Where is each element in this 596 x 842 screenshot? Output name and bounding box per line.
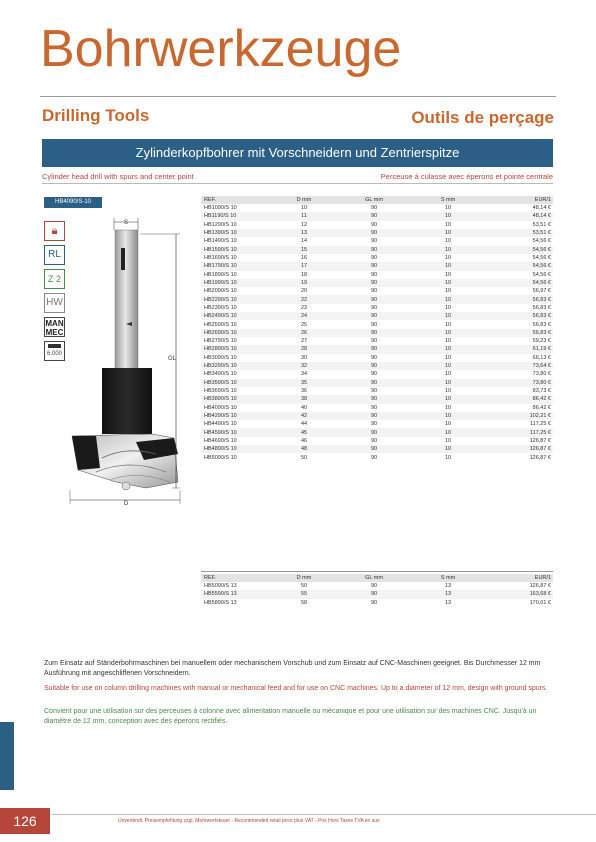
table-row bbox=[201, 387, 553, 395]
table-cell: 90 bbox=[329, 279, 419, 287]
table-cell: 90 bbox=[370, 288, 378, 295]
table-cell: 46 bbox=[300, 437, 308, 444]
rotation-right-icon: RL bbox=[44, 245, 65, 265]
table-cell: 23 bbox=[300, 304, 308, 311]
table-cell: 10 bbox=[444, 238, 452, 245]
table-cell: 10 bbox=[444, 421, 452, 428]
table-cell: 50 bbox=[300, 583, 308, 590]
table-row bbox=[201, 237, 553, 245]
table-cell: 13 bbox=[419, 590, 477, 598]
table-cell: 54,56 € bbox=[477, 279, 553, 287]
table-cell: 10 bbox=[444, 437, 452, 444]
table-cell: 10 bbox=[419, 246, 477, 254]
table-row bbox=[201, 221, 553, 229]
center-point bbox=[122, 482, 130, 490]
table-cell: 10 bbox=[444, 371, 452, 378]
table-cell: HB1390/S 10 bbox=[201, 229, 279, 237]
table-cell: 90 bbox=[370, 371, 378, 378]
table-cell: HB4290/S 10 bbox=[201, 412, 279, 420]
speed-icon bbox=[44, 341, 65, 361]
table-cell: 90 bbox=[370, 437, 378, 444]
table-cell: 90 bbox=[329, 412, 419, 420]
table-cell: 126,87 € bbox=[529, 437, 551, 444]
table-cell: HB1490/S 10 bbox=[204, 238, 237, 245]
table-row bbox=[201, 287, 553, 295]
table-cell: HB2490/S 10 bbox=[201, 312, 279, 320]
lock-icon: 🔒︎ bbox=[44, 221, 65, 241]
table-cell: 35 bbox=[279, 379, 329, 387]
table-row bbox=[201, 428, 553, 436]
table-cell: 66,13 € bbox=[532, 354, 551, 361]
table-row bbox=[201, 379, 553, 387]
table-cell: HB3590/S 10 bbox=[201, 379, 279, 387]
spec-table-body bbox=[201, 582, 553, 607]
title-divider bbox=[40, 96, 556, 97]
table-cell: 10 bbox=[444, 388, 452, 395]
table-cell: 10 bbox=[444, 354, 452, 361]
table-cell: 38 bbox=[279, 395, 329, 403]
table-cell: 102,21 € bbox=[477, 412, 553, 420]
table-cell: 86,42 € bbox=[477, 395, 553, 403]
table-cell: 26 bbox=[279, 329, 329, 337]
table-cell: 90 bbox=[329, 212, 419, 220]
table-cell: 90 bbox=[329, 229, 419, 237]
table-cell: HB2590/S 10 bbox=[204, 321, 237, 328]
table-cell: 126,87 € bbox=[477, 445, 553, 453]
table-row bbox=[201, 599, 553, 607]
table-cell: 32 bbox=[279, 362, 329, 370]
table-cell: 54,56 € bbox=[477, 246, 553, 254]
table-cell: 59,23 € bbox=[532, 338, 551, 345]
table-cell: 10 bbox=[419, 295, 477, 303]
table-cell: 19 bbox=[279, 279, 329, 287]
column-header: EUR/1 bbox=[477, 574, 553, 582]
table-cell: 163,68 € bbox=[477, 590, 553, 598]
table-divider bbox=[201, 571, 553, 572]
table-row bbox=[201, 204, 553, 212]
column-header: S mm bbox=[419, 196, 477, 204]
table-row bbox=[201, 337, 553, 345]
table-cell: 54,56 € bbox=[532, 238, 551, 245]
teeth-count-icon: Z 2 bbox=[44, 269, 65, 289]
manual-feed-label: MAN bbox=[45, 319, 64, 328]
table-cell: HB1690/S 10 bbox=[204, 255, 237, 262]
table-cell: 44 bbox=[300, 421, 308, 428]
table-cell: 56,83 € bbox=[477, 312, 553, 320]
speed-bar bbox=[48, 344, 61, 348]
table-cell: 10 bbox=[444, 288, 452, 295]
table-cell: 10 bbox=[419, 379, 477, 387]
table-cell: 56,83 € bbox=[477, 295, 553, 303]
table-cell: 53,51 € bbox=[477, 229, 553, 237]
speed-value: 6.000 bbox=[46, 351, 62, 357]
table-cell: 61,19 € bbox=[477, 345, 553, 353]
table-row bbox=[201, 445, 553, 453]
table-cell: 90 bbox=[329, 590, 419, 598]
table-row bbox=[201, 437, 553, 445]
table-cell: 83,73 € bbox=[532, 388, 551, 395]
table-cell: HB3690/S 10 bbox=[204, 388, 237, 395]
table-cell: 10 bbox=[419, 362, 477, 370]
table-cell: 10 bbox=[419, 212, 477, 220]
footer-price-note: Unverbindl. Preisempfehlung zzgl. Mehrwertsteuer - Recommended retail price plus VAT - Prix Hors Taxes TVA en sus bbox=[118, 818, 380, 824]
table-cell: 10 bbox=[444, 321, 452, 328]
table-cell: HB3090/S 10 bbox=[204, 354, 237, 361]
table-row bbox=[201, 395, 553, 403]
table-cell: 10 bbox=[444, 304, 452, 311]
page-number: 126 bbox=[0, 808, 50, 834]
table-cell: 10 bbox=[444, 221, 452, 228]
header-row bbox=[201, 196, 553, 204]
table-cell: HB4490/S 10 bbox=[204, 421, 237, 428]
table-cell: 18 bbox=[300, 271, 308, 278]
table-cell: 56,83 € bbox=[477, 329, 553, 337]
table-row bbox=[201, 412, 553, 420]
table-cell: 16 bbox=[300, 255, 308, 262]
table-row bbox=[201, 404, 553, 412]
product-code-badge: HB4090/S-10 bbox=[44, 197, 102, 208]
table-cell: 90 bbox=[329, 345, 419, 353]
table-cell: 10 bbox=[419, 279, 477, 287]
header-row bbox=[201, 574, 553, 582]
drill-shank bbox=[115, 230, 138, 370]
table-row bbox=[201, 295, 553, 303]
table-cell: 86,42 € bbox=[532, 404, 551, 411]
table-cell: 10 bbox=[300, 205, 308, 212]
description-divider bbox=[42, 183, 553, 184]
table-cell: HB2390/S 10 bbox=[204, 304, 237, 311]
table-cell: HB2690/S 10 bbox=[201, 329, 279, 337]
column-header: D mm bbox=[279, 574, 329, 582]
table-cell: HB4590/S 10 bbox=[201, 428, 279, 436]
table-cell: 10 bbox=[419, 395, 477, 403]
table-cell: 90 bbox=[329, 445, 419, 453]
table-cell: HB5890/S 13 bbox=[204, 599, 237, 606]
table-cell: 54,56 € bbox=[532, 271, 551, 278]
table-row bbox=[201, 254, 553, 262]
page-title: Bohrwerkzeuge bbox=[40, 20, 402, 78]
table-cell: HB4890/S 10 bbox=[201, 445, 279, 453]
table-cell: 90 bbox=[370, 221, 378, 228]
table-cell: 11 bbox=[279, 212, 329, 220]
spec-table-header bbox=[201, 196, 553, 204]
table-cell: 73,80 € bbox=[477, 379, 553, 387]
table-row bbox=[201, 212, 553, 220]
table-cell: 10 bbox=[419, 445, 477, 453]
gl-dimension-label: GL bbox=[167, 356, 177, 362]
table-row bbox=[201, 304, 553, 312]
column-header: REF. bbox=[201, 196, 279, 204]
table-cell: 56,83 € bbox=[532, 304, 551, 311]
table-row bbox=[201, 320, 553, 328]
table-cell: 54,56 € bbox=[477, 262, 553, 270]
table-cell: HB3890/S 10 bbox=[201, 395, 279, 403]
feed-mode-icon bbox=[44, 317, 65, 337]
table-cell: 117,25 € bbox=[477, 428, 553, 436]
table-cell: HB1890/S 10 bbox=[204, 271, 237, 278]
table-cell: 54,56 € bbox=[532, 255, 551, 262]
table-cell: HB4090/S 10 bbox=[204, 404, 237, 411]
table-row bbox=[201, 354, 553, 362]
table-cell: 48 bbox=[279, 445, 329, 453]
table-cell: 27 bbox=[300, 338, 308, 345]
table-cell: 30 bbox=[300, 354, 308, 361]
table-cell: 10 bbox=[419, 428, 477, 436]
table-cell: 13 bbox=[444, 583, 452, 590]
table-cell: HB1190/S 10 bbox=[201, 212, 279, 220]
table-cell: HB3490/S 10 bbox=[204, 371, 237, 378]
table-cell: 24 bbox=[279, 312, 329, 320]
table-cell: 36 bbox=[300, 388, 308, 395]
table-cell: 90 bbox=[370, 388, 378, 395]
table-cell: 13 bbox=[279, 229, 329, 237]
table-cell: HB1790/S 10 bbox=[201, 262, 279, 270]
drill-head bbox=[102, 368, 152, 434]
table-cell: HB1590/S 10 bbox=[201, 246, 279, 254]
table-cell: 50 bbox=[300, 454, 308, 461]
table-cell: 90 bbox=[329, 246, 419, 254]
table-cell: 10 bbox=[444, 255, 452, 262]
table-cell: 56,97 € bbox=[532, 288, 551, 295]
table-row bbox=[201, 590, 553, 598]
table-row bbox=[201, 420, 553, 428]
table-cell: 34 bbox=[300, 371, 308, 378]
table-cell: 48,14 € bbox=[532, 205, 551, 212]
table-cell: 10 bbox=[419, 345, 477, 353]
column-header: D mm bbox=[279, 196, 329, 204]
table-cell: 58 bbox=[300, 599, 308, 606]
table-cell: 10 bbox=[419, 229, 477, 237]
d-dimension-label: D bbox=[123, 501, 129, 507]
table-cell: 25 bbox=[300, 321, 308, 328]
usage-note-german: Zum Einsatz auf Ständerbohrmaschinen bei manuellem oder mechanischem Vorschub und zum Einsatz auf CNC-Maschinen geeignet. Bis Durchmesser 12 mm Ausführung mit angeschliffenen Vorschneidern. bbox=[44, 660, 541, 677]
table-cell: 90 bbox=[329, 395, 419, 403]
table-cell: 90 bbox=[370, 255, 378, 262]
table-cell: 10 bbox=[419, 412, 477, 420]
table-cell: 170,61 € bbox=[529, 599, 551, 606]
table-cell: 10 bbox=[419, 262, 477, 270]
table-cell: 48,14 € bbox=[477, 212, 553, 220]
table-cell: 90 bbox=[329, 262, 419, 270]
footer-divider bbox=[52, 814, 596, 815]
table-cell: 90 bbox=[370, 321, 378, 328]
table-row bbox=[201, 312, 553, 320]
usage-note-french: Convient pour une utilisation sur des perceuses à colonne avec alimentation manuelle ou mécanique et pour une utilisation sur des machines CNC. Jusqu'à un diamètre de 12 mm, conception avec des éperons rectifiés. bbox=[44, 708, 537, 725]
table-cell: 90 bbox=[329, 379, 419, 387]
table-cell: 10 bbox=[444, 404, 452, 411]
table-cell: 14 bbox=[300, 238, 308, 245]
table-cell: 10 bbox=[444, 454, 452, 461]
table-cell: 53,51 € bbox=[532, 221, 551, 228]
table-cell: HB5090/S 10 bbox=[204, 454, 237, 461]
table-cell: 90 bbox=[370, 338, 378, 345]
table-row bbox=[201, 345, 553, 353]
column-header: S mm bbox=[419, 574, 477, 582]
table-cell: HB1290/S 10 bbox=[204, 221, 237, 228]
table-cell: 90 bbox=[370, 205, 378, 212]
table-cell: 10 bbox=[444, 271, 452, 278]
table-cell: 90 bbox=[370, 304, 378, 311]
drill-bit-drawing bbox=[66, 210, 200, 515]
table-cell: 90 bbox=[370, 454, 378, 461]
table-cell: 73,80 € bbox=[532, 371, 551, 378]
table-cell: 90 bbox=[329, 362, 419, 370]
column-header: REF. bbox=[201, 574, 279, 582]
table-cell: 90 bbox=[370, 583, 378, 590]
table-cell: 126,87 € bbox=[529, 454, 551, 461]
table-cell: 90 bbox=[370, 238, 378, 245]
table-cell: 17 bbox=[279, 262, 329, 270]
subtitle-english: Drilling Tools bbox=[42, 106, 150, 125]
table-row bbox=[201, 362, 553, 370]
spec-table-s13 bbox=[201, 574, 553, 607]
table-cell: 90 bbox=[370, 404, 378, 411]
table-cell: HB1990/S 10 bbox=[201, 279, 279, 287]
spec-table-body bbox=[201, 204, 553, 462]
s-dimension-label: S bbox=[123, 220, 129, 226]
table-cell: 28 bbox=[279, 345, 329, 353]
column-header: GL mm bbox=[329, 574, 419, 582]
table-cell: 56,83 € bbox=[532, 321, 551, 328]
table-row bbox=[201, 262, 553, 270]
product-description-english: Cylinder head drill with spurs and center point bbox=[42, 172, 194, 181]
feature-icons bbox=[44, 221, 66, 365]
table-cell: 90 bbox=[329, 428, 419, 436]
product-description-french: Perceuse à culasse avec éperons et pointe centrale bbox=[380, 172, 553, 181]
table-cell: 20 bbox=[300, 288, 308, 295]
table-cell: 90 bbox=[329, 295, 419, 303]
side-tab-marker bbox=[0, 722, 14, 790]
table-cell: HB1090/S 10 bbox=[204, 205, 237, 212]
table-cell: HB2890/S 10 bbox=[201, 345, 279, 353]
usage-note-english: Suitable for use on column drilling machines with manual or mechanical feed and for use on CNC machines. Up to a diameter of 12 mm, design with ground spurs. bbox=[44, 685, 548, 692]
table-cell: 13 bbox=[444, 599, 452, 606]
table-cell: 126,87 € bbox=[529, 583, 551, 590]
table-row bbox=[201, 246, 553, 254]
table-cell: 10 bbox=[419, 312, 477, 320]
table-cell: 45 bbox=[279, 428, 329, 436]
hard-metal-icon: HW bbox=[44, 293, 65, 313]
table-cell: 15 bbox=[279, 246, 329, 254]
table-cell: 55 bbox=[279, 590, 329, 598]
table-cell: HB3290/S 10 bbox=[201, 362, 279, 370]
table-cell: 90 bbox=[370, 421, 378, 428]
table-cell: HB4690/S 10 bbox=[204, 437, 237, 444]
column-header: GL mm bbox=[329, 196, 419, 204]
table-cell: 10 bbox=[419, 329, 477, 337]
table-cell: 90 bbox=[370, 354, 378, 361]
table-row bbox=[201, 279, 553, 287]
mechanical-feed-label: MEC bbox=[45, 328, 64, 337]
table-cell: 73,64 € bbox=[477, 362, 553, 370]
table-cell: 90 bbox=[329, 329, 419, 337]
table-cell: 90 bbox=[370, 599, 378, 606]
table-cell: 90 bbox=[329, 312, 419, 320]
table-cell: HB2090/S 10 bbox=[204, 288, 237, 295]
table-cell: HB2290/S 10 bbox=[201, 295, 279, 303]
table-row bbox=[201, 329, 553, 337]
spec-table-header bbox=[201, 574, 553, 582]
set-screw-flat bbox=[121, 248, 125, 270]
subtitle-french: Outils de perçage bbox=[411, 108, 554, 127]
table-row bbox=[201, 453, 553, 461]
table-row bbox=[201, 582, 553, 590]
table-cell: 10 bbox=[444, 338, 452, 345]
table-cell: HB2790/S 10 bbox=[204, 338, 237, 345]
table-cell: 22 bbox=[279, 295, 329, 303]
column-header: EUR/1 bbox=[477, 196, 553, 204]
spec-table-s10 bbox=[201, 196, 553, 462]
table-cell: 42 bbox=[279, 412, 329, 420]
table-row bbox=[201, 271, 553, 279]
table-cell: 90 bbox=[370, 271, 378, 278]
table-row bbox=[201, 229, 553, 237]
product-banner: Zylinderkopfbohrer mit Vorschneidern und Zentrierspitze bbox=[42, 139, 553, 167]
table-cell: 117,25 € bbox=[529, 421, 551, 428]
table-cell: HB5590/S 13 bbox=[201, 590, 279, 598]
table-row bbox=[201, 370, 553, 378]
table-cell: 10 bbox=[444, 205, 452, 212]
table-cell: 40 bbox=[300, 404, 308, 411]
table-cell: 12 bbox=[300, 221, 308, 228]
table-cell: HB5090/S 13 bbox=[204, 583, 237, 590]
